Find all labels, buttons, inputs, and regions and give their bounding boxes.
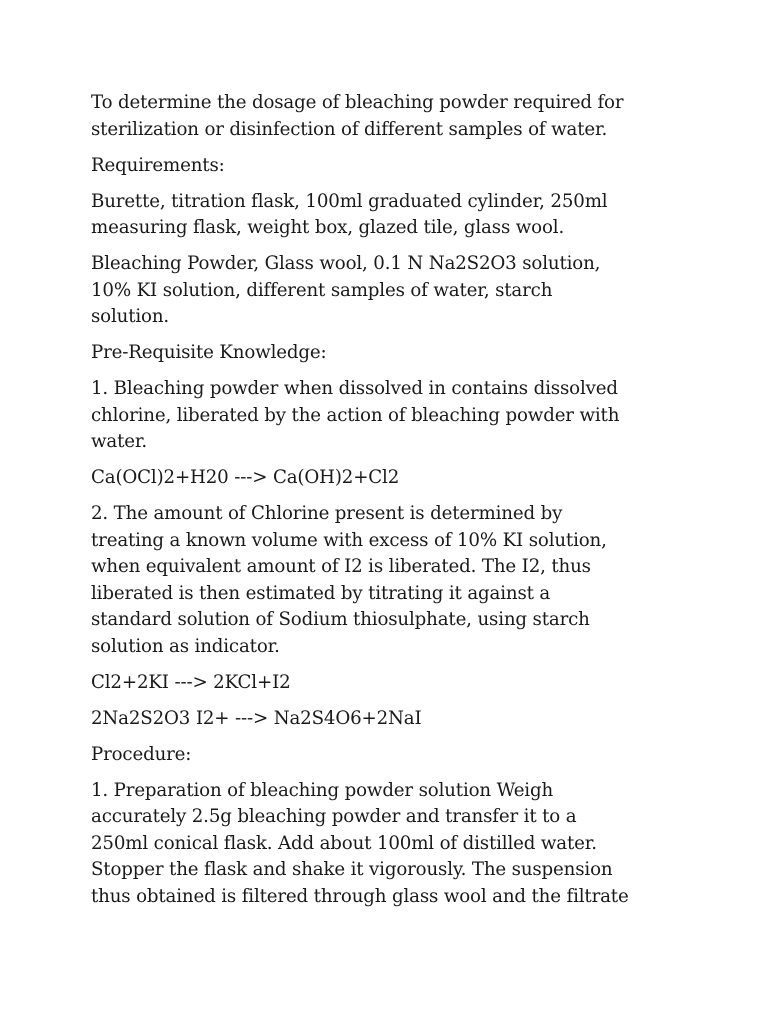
requirements-heading: [91, 153, 691, 180]
equation-2: [91, 670, 691, 697]
text-line: solution as indicator.: [91, 635, 280, 657]
apparatus-paragraph: [91, 189, 691, 242]
procedure-step-1: [91, 778, 691, 911]
text-line: chlorine, liberated by the action of bleaching powder with: [91, 404, 620, 426]
chemicals-paragraph: [91, 251, 691, 331]
prerequisite-heading: [91, 340, 691, 367]
text-line: Stopper the flask and shake it vigorously. The suspension: [91, 859, 613, 880]
text-line: Requirements:: [91, 154, 225, 176]
text-line: Ca(OCl)2+H20 ---> Ca(OH)2+Cl2: [91, 467, 400, 488]
text-line: 2Na2S2O3 I2+ ---> Na2S4O6+2NaI: [91, 707, 422, 729]
text-line: 250ml conical flask. Add about 100ml of distilled water.: [91, 832, 597, 854]
text-line: Burette, titration flask, 100ml graduated cylinder, 250ml: [91, 190, 608, 212]
text-line: treating a known volume with excess of 10% KI solution,: [91, 529, 607, 551]
text-line: thus obtained is filtered through glass wool and the filtrate: [91, 885, 629, 907]
procedure-heading: [91, 742, 691, 769]
text-line: To determine the dosage of bleaching powder required for: [91, 92, 624, 113]
text-line: 1. Bleaching powder when dissolved in contains dissolved: [91, 378, 618, 399]
text-line: when equivalent amount of I2 is liberated. The I2, thus: [91, 556, 591, 577]
text-line: measuring flask, weight box, glazed tile, glass wool.: [91, 217, 565, 238]
text-line: 2. The amount of Chlorine present is determined by: [91, 503, 563, 524]
text-line: standard solution of Sodium thiosulphate, using starch: [91, 609, 590, 630]
text-line: Cl2+2KI ---> 2KCl+I2: [91, 671, 291, 693]
aim-paragraph: [91, 90, 691, 143]
text-line: Procedure:: [91, 743, 192, 765]
text-line: Bleaching Powder, Glass wool, 0.1 N Na2S2O3 solution,: [91, 253, 601, 274]
equation-1: [91, 465, 691, 492]
equation-3: [91, 706, 691, 733]
text-line: solution.: [91, 306, 170, 327]
text-line: accurately 2.5g bleaching powder and transfer it to a: [91, 806, 577, 827]
document-body: [91, 90, 691, 920]
prerequisite-point-2: [91, 501, 691, 660]
text-line: sterilization or disinfection of different samples of water.: [91, 118, 608, 140]
text-line: liberated is then estimated by titrating it against a: [91, 582, 551, 604]
text-line: 1. Preparation of bleaching powder solution Weigh: [91, 779, 554, 801]
text-line: water.: [91, 431, 148, 452]
text-line: Pre-Requisite Knowledge:: [91, 342, 327, 363]
text-line: 10% KI solution, different samples of water, starch: [91, 279, 553, 301]
prerequisite-point-1: [91, 376, 691, 456]
